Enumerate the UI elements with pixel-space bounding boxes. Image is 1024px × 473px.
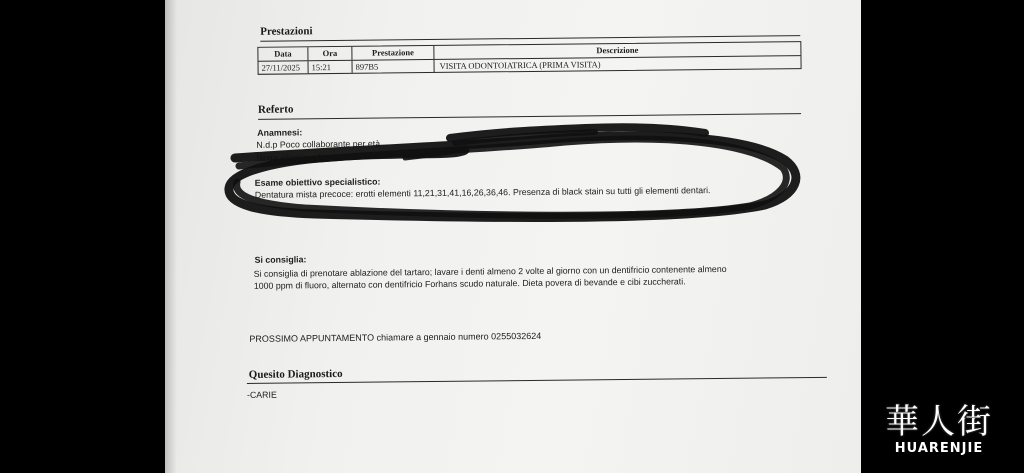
referto-title: Referto <box>257 103 294 116</box>
cell-prestazione: 897B5 <box>352 60 434 73</box>
prossimo-appuntamento: PROSSIMO APPUNTAMENTO chiamare a gennaio numero 0255032624 <box>249 330 542 344</box>
header-data: Data <box>258 47 308 61</box>
header-ora: Ora <box>308 47 352 60</box>
quesito-title: Quesito Diagnostico <box>248 367 343 381</box>
report-content <box>240 8 800 400</box>
esame-text: Dentatura mista precoce: erotti elementi 11,21,31,41,16,26,36,46. Presenza di black stain su tutti gli elementi dentari. <box>254 185 711 200</box>
huarenjie-logo-text: HUARENJIE <box>894 441 984 456</box>
referto-rule <box>258 113 801 120</box>
quesito-value: -CARIE <box>246 389 277 400</box>
right-black-margin <box>861 0 1024 473</box>
anamnesi-line-1: N.d.p Poco collaborante per età. <box>256 138 383 150</box>
consiglia-line-1: Si consiglia di prenotare ablazione del tartaro; lavare i denti almeno 2 volte al giorno con un dentifricio contenente almeno <box>253 263 727 279</box>
anamnesi-line-2: Nega allergie a farmaci. <box>256 151 350 163</box>
header-descrizione: Descrizione <box>596 44 639 56</box>
huarenjie-watermark <box>864 403 1014 465</box>
anamnesi-label: Anamnesi: <box>257 127 303 138</box>
consiglia-label: Si consiglia: <box>254 254 307 265</box>
huarenjie-logo-glyphs: 華人街 <box>885 402 993 442</box>
cell-ora: 15:21 <box>308 61 352 73</box>
prestazioni-title: Prestazioni <box>260 25 313 38</box>
prestazioni-table <box>257 41 801 75</box>
paper-sheet <box>165 0 861 473</box>
consiglia-line-2: 1000 ppm di fluoro, alternato con dentifricio Forhans scudo naturale. Dieta povera di bevande e cibi zuccherati. <box>253 276 686 291</box>
paper-edge-shadow <box>165 0 177 473</box>
prestazioni-rule <box>260 35 800 42</box>
cell-data: 27/11/2025 <box>259 61 309 74</box>
left-black-margin <box>0 0 165 473</box>
cell-descrizione: VISITA ODONTOIATRICA (PRIMA VISITA) <box>439 59 601 71</box>
esame-label: Esame obiettivo specialistico: <box>254 176 381 188</box>
header-prestazione: Prestazione <box>352 46 434 60</box>
